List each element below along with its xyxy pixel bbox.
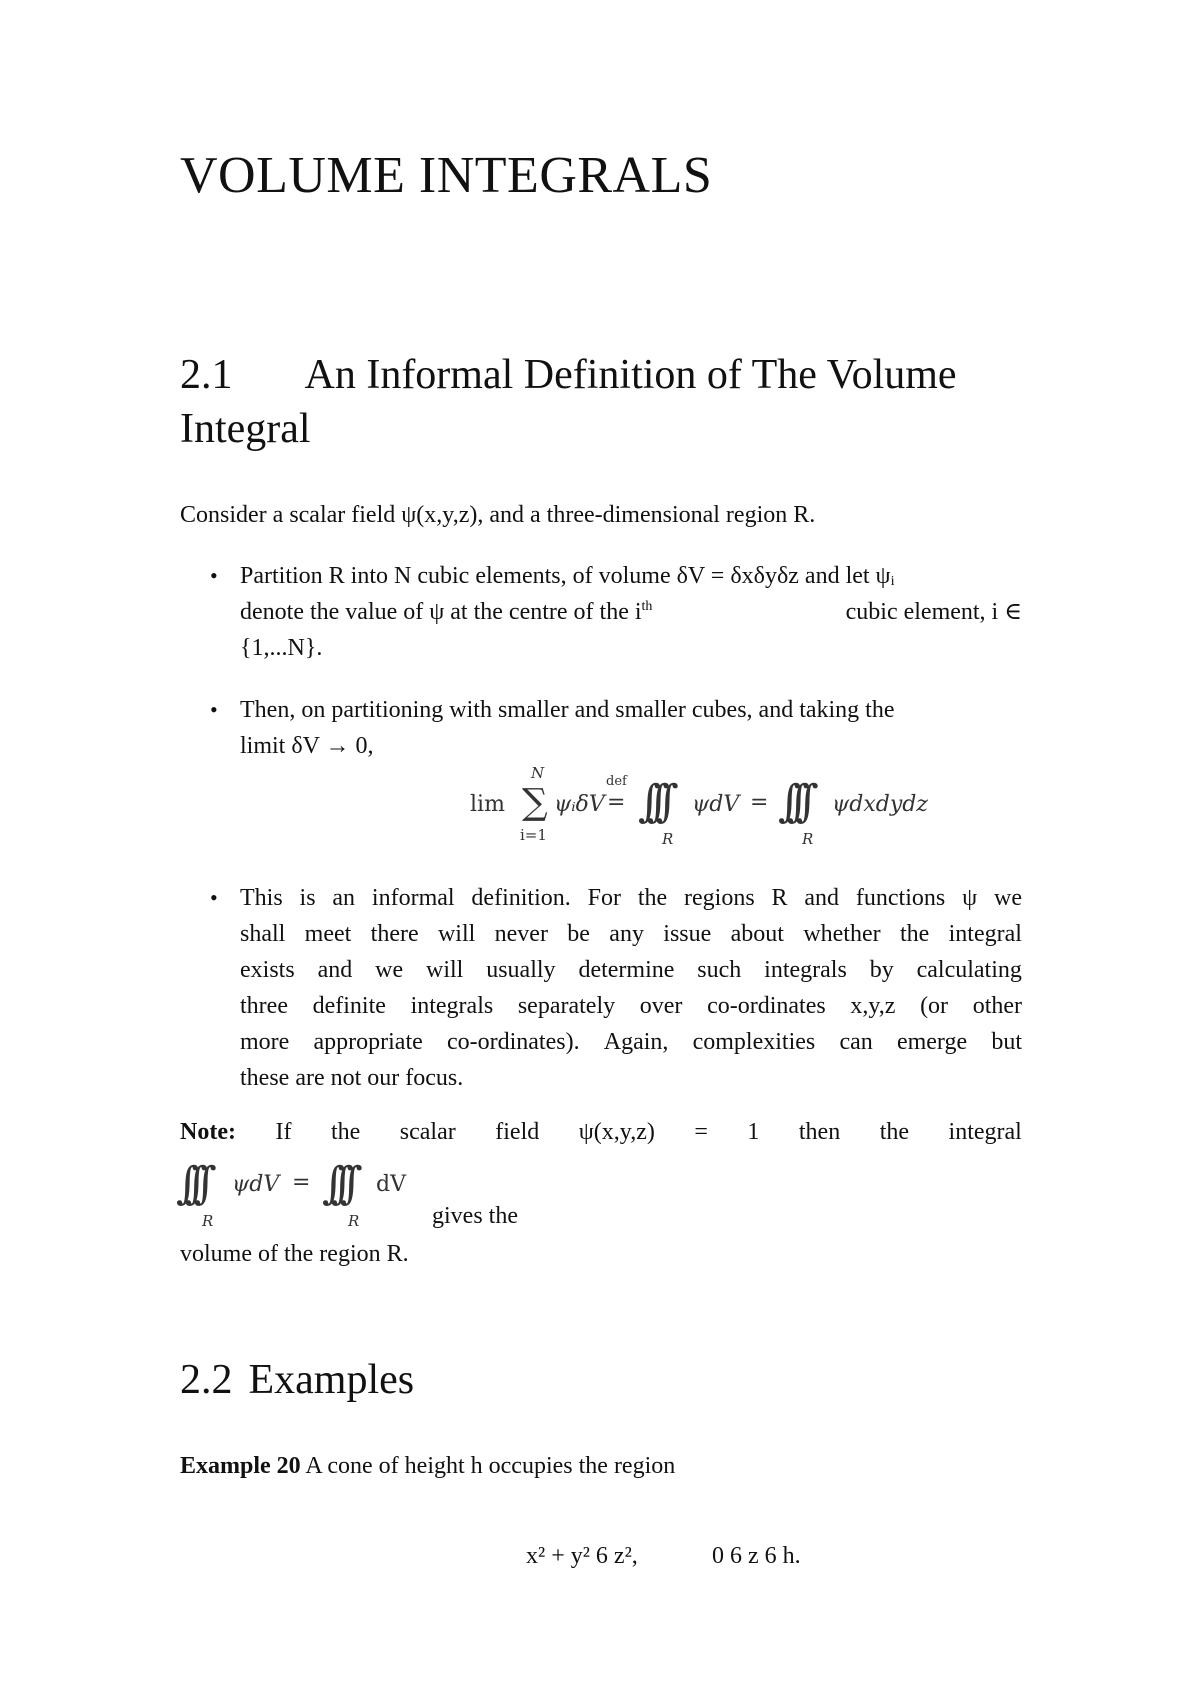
- sum-upper-limit: N: [531, 764, 545, 782]
- note-line: [180, 1114, 1022, 1150]
- integral-region: R: [802, 830, 814, 848]
- bullet-item-3: [210, 880, 1022, 1096]
- example-label: Example 20: [180, 1453, 301, 1479]
- bullet1-line2b: cubic element, i ∈: [845, 599, 1022, 625]
- note-word: the: [330, 1119, 361, 1145]
- integral-region: R: [662, 830, 674, 848]
- region-inequality-2: 0 6 z 6 h.: [712, 1543, 801, 1569]
- example-text: A cone of height h occupies the region: [305, 1453, 676, 1479]
- page-title: VOLUME INTEGRALS: [180, 147, 713, 204]
- bullet1-line1: Partition R into N cubic elements, of volume δV = δxδyδz and let ψᵢ: [240, 563, 895, 589]
- bullet-dot: •: [210, 563, 218, 588]
- triple-integral-symbol: ∫∫∫: [322, 1158, 349, 1209]
- bullet-dot: •: [210, 697, 218, 722]
- integrand-2: ψdxdydz: [832, 792, 928, 817]
- bullet-item-2: [210, 692, 1022, 764]
- bullet3-line: these are not our focus.: [240, 1065, 464, 1091]
- note-word: the: [879, 1119, 910, 1145]
- sum-body: ψᵢδV: [554, 792, 605, 817]
- bullet3-line: This is an informal definition. For the regions R and functions ψ we: [240, 885, 1022, 911]
- equals-sign: =: [292, 1170, 311, 1195]
- sum-symbol: ∑: [522, 782, 548, 823]
- sum-lower-limit: i=1: [520, 826, 547, 844]
- equals-sign: =: [750, 790, 769, 815]
- note-word: 1: [747, 1119, 760, 1145]
- bullet3-line: shall meet there will never be any issue about whether the integral: [240, 921, 1022, 947]
- note-tail: gives the: [432, 1203, 518, 1229]
- bullet2-line1: Then, on partitioning with smaller and smaller cubes, and taking the: [240, 697, 895, 723]
- bullet1-line2a: denote the value of ψ at the centre of the i: [240, 599, 642, 625]
- section-title-line1: An Informal Definition of The Volume: [304, 352, 957, 398]
- note-word: If: [275, 1119, 292, 1145]
- note-integrand-1: ψdV: [232, 1172, 280, 1197]
- def-label: def: [606, 774, 627, 789]
- bullet3-line: exists and we will usually determine such integrals by calculating: [240, 957, 1022, 983]
- example-paragraph: [180, 1448, 675, 1484]
- eq-lim: lim: [470, 792, 505, 817]
- triple-integral-symbol: ∫∫∫: [638, 776, 665, 827]
- bullet3-line: more appropriate co-ordinates). Again, complexities can emerge but: [240, 1029, 1022, 1055]
- bullet1-line3: {1,...N}.: [240, 635, 323, 661]
- bullet3-text: [240, 880, 1022, 1096]
- note-word: ψ(x,y,z): [578, 1119, 655, 1145]
- section-title-line2: Integral: [180, 406, 311, 452]
- section-number: 2.1: [180, 352, 233, 398]
- bullet-item-1: [210, 558, 1022, 666]
- note-line3: volume of the region R.: [180, 1241, 409, 1267]
- note-label: Note:: [180, 1119, 236, 1145]
- note-word: integral: [948, 1119, 1022, 1145]
- triple-integral-symbol: ∫∫∫: [176, 1158, 203, 1209]
- note-equation: [176, 1150, 446, 1230]
- note-integrand-2: dV: [376, 1172, 406, 1197]
- integral-region: R: [348, 1212, 360, 1230]
- section-heading-2-2: [180, 1355, 414, 1405]
- bullet3-line: three definite integrals separately over co-ordinates x,y,z (or other: [240, 993, 1022, 1019]
- section-number: 2.2: [180, 1357, 233, 1403]
- integrand-1: ψdV: [692, 792, 740, 817]
- note-word: then: [798, 1119, 841, 1145]
- section-heading-2-1: [180, 350, 957, 400]
- bullet2-line2: limit δV → 0,: [240, 733, 374, 759]
- triple-integral-symbol: ∫∫∫: [778, 776, 805, 827]
- section-title: Examples: [248, 1357, 415, 1403]
- integral-region: R: [202, 1212, 214, 1230]
- def-equals: =: [607, 790, 626, 815]
- region-inequality-1: x² + y² 6 z²,: [526, 1543, 638, 1569]
- note-word: scalar: [399, 1119, 456, 1145]
- ordinal-superscript: th: [641, 599, 653, 614]
- note-word: =: [694, 1119, 708, 1145]
- note-word: field: [495, 1119, 540, 1145]
- bullet-dot: •: [210, 885, 218, 910]
- intro-paragraph: Consider a scalar field ψ(x,y,z), and a three-dimensional region R.: [180, 502, 816, 528]
- definition-equation: [470, 760, 950, 850]
